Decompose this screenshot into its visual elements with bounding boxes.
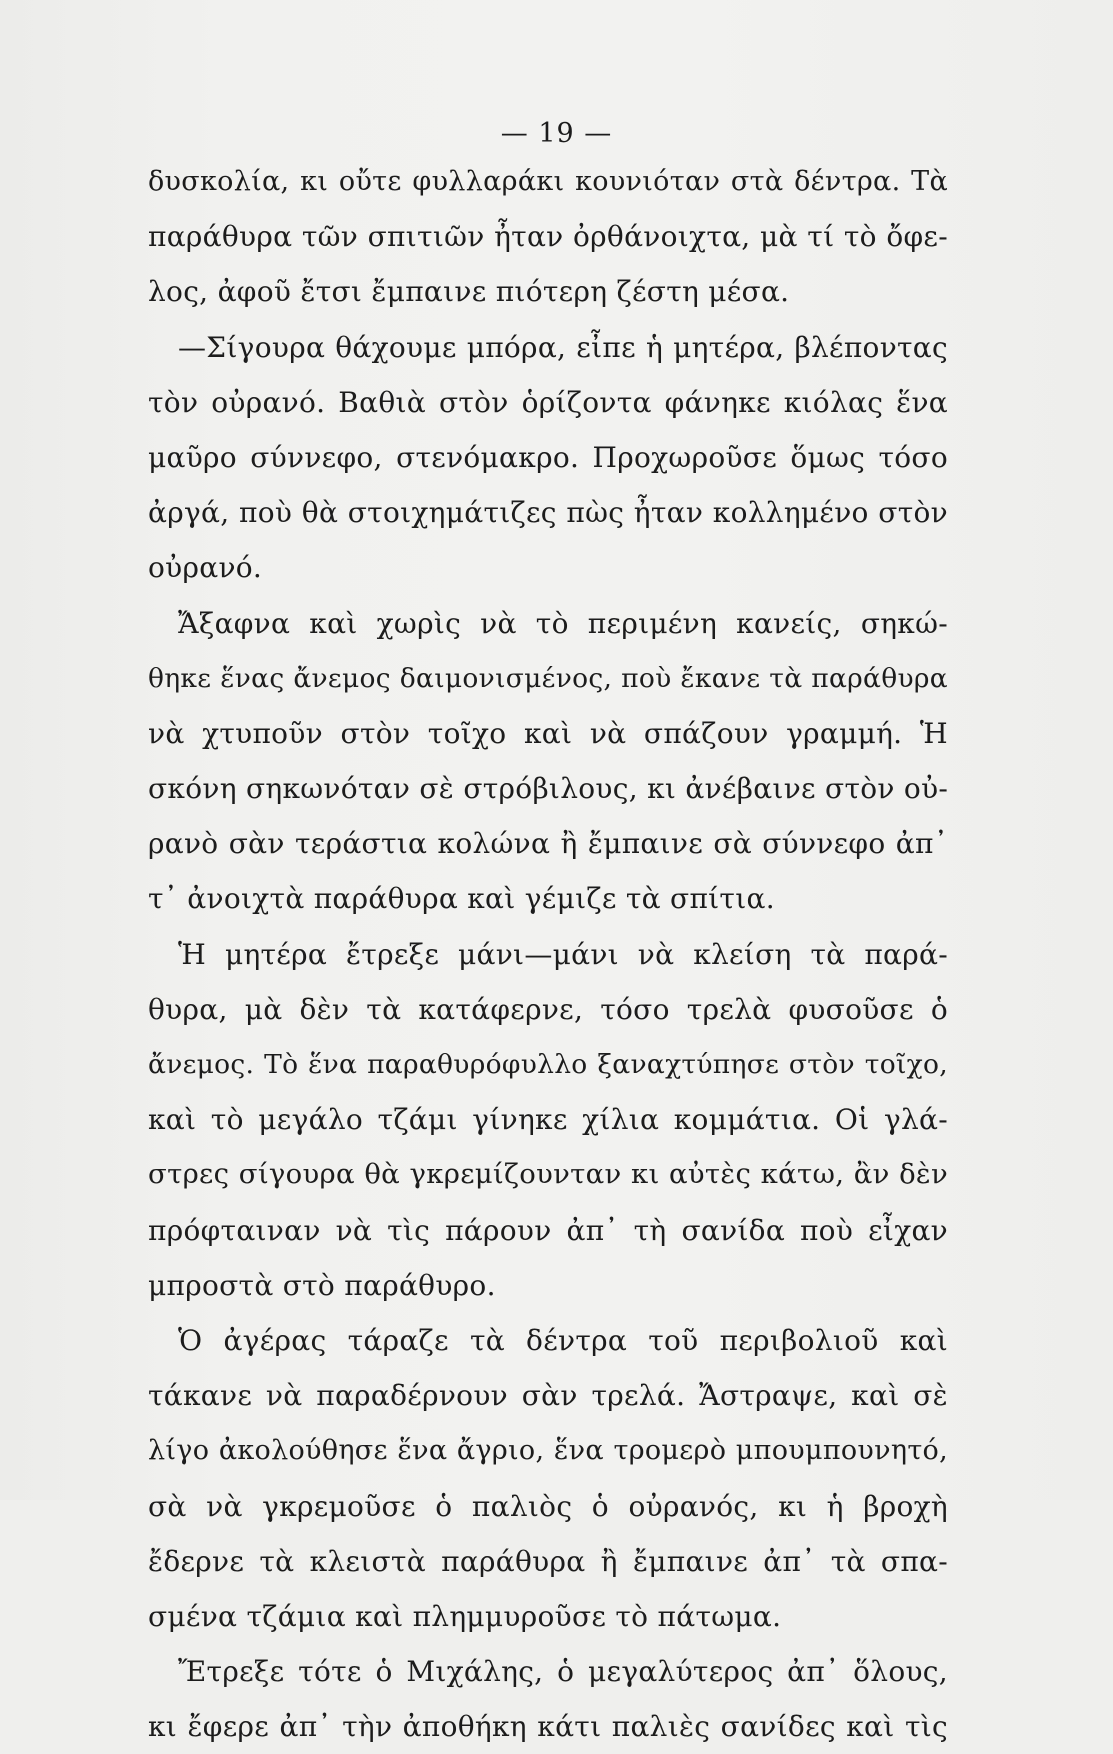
text-line: Ἔτρεξε τότε ὁ Μιχάλης, ὁ μεγαλύτερος ἀπ᾿ ὅλους, xyxy=(178,1655,948,1689)
text-line: στρες σίγουρα θὰ γκρεμίζουνταν κι αὐτὲς κάτω, ἂν δὲν xyxy=(148,1158,948,1191)
text-line: Ἡ μητέρα ἔτρεξε μάνι—μάνι νὰ κλείση τὰ παρά- xyxy=(178,937,948,971)
text-line: ρανὸ σὰν τεράστια κολώνα ἢ ἔμπαινε σὰ σύννεφο ἀπ᾿ xyxy=(148,827,948,861)
body-text xyxy=(148,154,948,1754)
text-line: Ὁ ἀγέρας τάραζε τὰ δέντρα τοῦ περιβολιοῦ καὶ xyxy=(178,1323,948,1357)
text-line: νὰ χτυποῦν στὸν τοῖχο καὶ νὰ σπάζουν γραμμή. Ἡ xyxy=(148,716,948,750)
text-line: θυρα, μὰ δὲν τὰ κατάφερνε, τόσο τρελὰ φυσοῦσε ὁ xyxy=(148,992,948,1026)
text-line: ἔδερνε τὰ κλειστὰ παράθυρα ἢ ἔμπαινε ἀπ᾿ τὰ σπα- xyxy=(148,1544,948,1578)
text-line: κι ἔφερε ἀπ᾿ τὴν ἀποθήκη κάτι παλιὲς σανίδες καὶ τὶς xyxy=(148,1710,948,1744)
text-line: μαῦρο σύννεφο, στενόμακρο. Προχωροῦσε ὅμως τόσο xyxy=(148,440,948,474)
text-line: μπροστὰ στὸ παράθυρο. xyxy=(148,1268,496,1302)
text-line: σμένα τζάμια καὶ πλημμυροῦσε τὸ πάτωμα. xyxy=(148,1599,782,1633)
page-number: — 19 — xyxy=(500,118,613,149)
text-line: —Σίγουρα θάχουμε μπόρα, εἶπε ἡ μητέρα, βλέποντας xyxy=(178,330,948,364)
text-line: πρόφταιναν νὰ τὶς πάρουν ἀπ᾿ τὴ σανίδα ποὺ εἶχαν xyxy=(148,1213,948,1247)
text-line: οὐρανό. xyxy=(148,551,263,585)
text-line: παράθυρα τῶν σπιτιῶν ἦταν ὀρθάνοιχτα, μὰ τί τὸ ὄφε- xyxy=(148,220,948,254)
text-line: σὰ νὰ γκρεμοῦσε ὁ παλιὸς ὁ οὐρανός, κι ἡ βροχὴ xyxy=(148,1489,948,1523)
text-line: δυσκολία, κι οὔτε φυλλαράκι κουνιόταν στὰ δέντρα. Τὰ xyxy=(148,166,948,197)
text-line: σκόνη σηκωνόταν σὲ στρόβιλους, κι ἀνέβαινε στὸν οὐ- xyxy=(148,772,949,806)
text-line: λίγο ἀκολούθησε ἕνα ἄγριο, ἕνα τρομερὸ μπουμπουνητό, xyxy=(148,1435,948,1467)
text-line: θηκε ἕνας ἄνεμος δαιμονισμένος, ποὺ ἔκανε τὰ παράθυρα xyxy=(148,662,948,694)
text-line: καὶ τὸ μεγάλο τζάμι γίνηκε χίλια κομμάτια. Οἱ γλά- xyxy=(148,1103,948,1137)
text-line: λος, ἀφοῦ ἔτσι ἔμπαινε πιότερη ζέστη μέσα. xyxy=(148,275,790,309)
text-line: ἀργά, ποὺ θὰ στοιχημάτιζες πὼς ἦταν κολλημένο στὸν xyxy=(148,496,948,530)
text-line: ἄνεμος. Τὸ ἕνα παραθυρόφυλλο ξαναχτύπησε στὸν τοῖχο, xyxy=(148,1049,948,1080)
text-line: τ᾿ ἀνοιχτὰ παράθυρα καὶ γέμιζε τὰ σπίτια. xyxy=(148,882,775,916)
text-line: Ἄξαφνα καὶ χωρὶς νὰ τὸ περιμένη κανείς, σηκώ- xyxy=(178,606,948,640)
text-line: τάκανε νὰ παραδέρνουν σὰν τρελά. Ἄστραψε, καὶ σὲ xyxy=(148,1379,948,1413)
text-line: τὸν οὐρανό. Βαθιὰ στὸν ὁρίζοντα φάνηκε κιόλας ἕνα xyxy=(148,385,948,419)
